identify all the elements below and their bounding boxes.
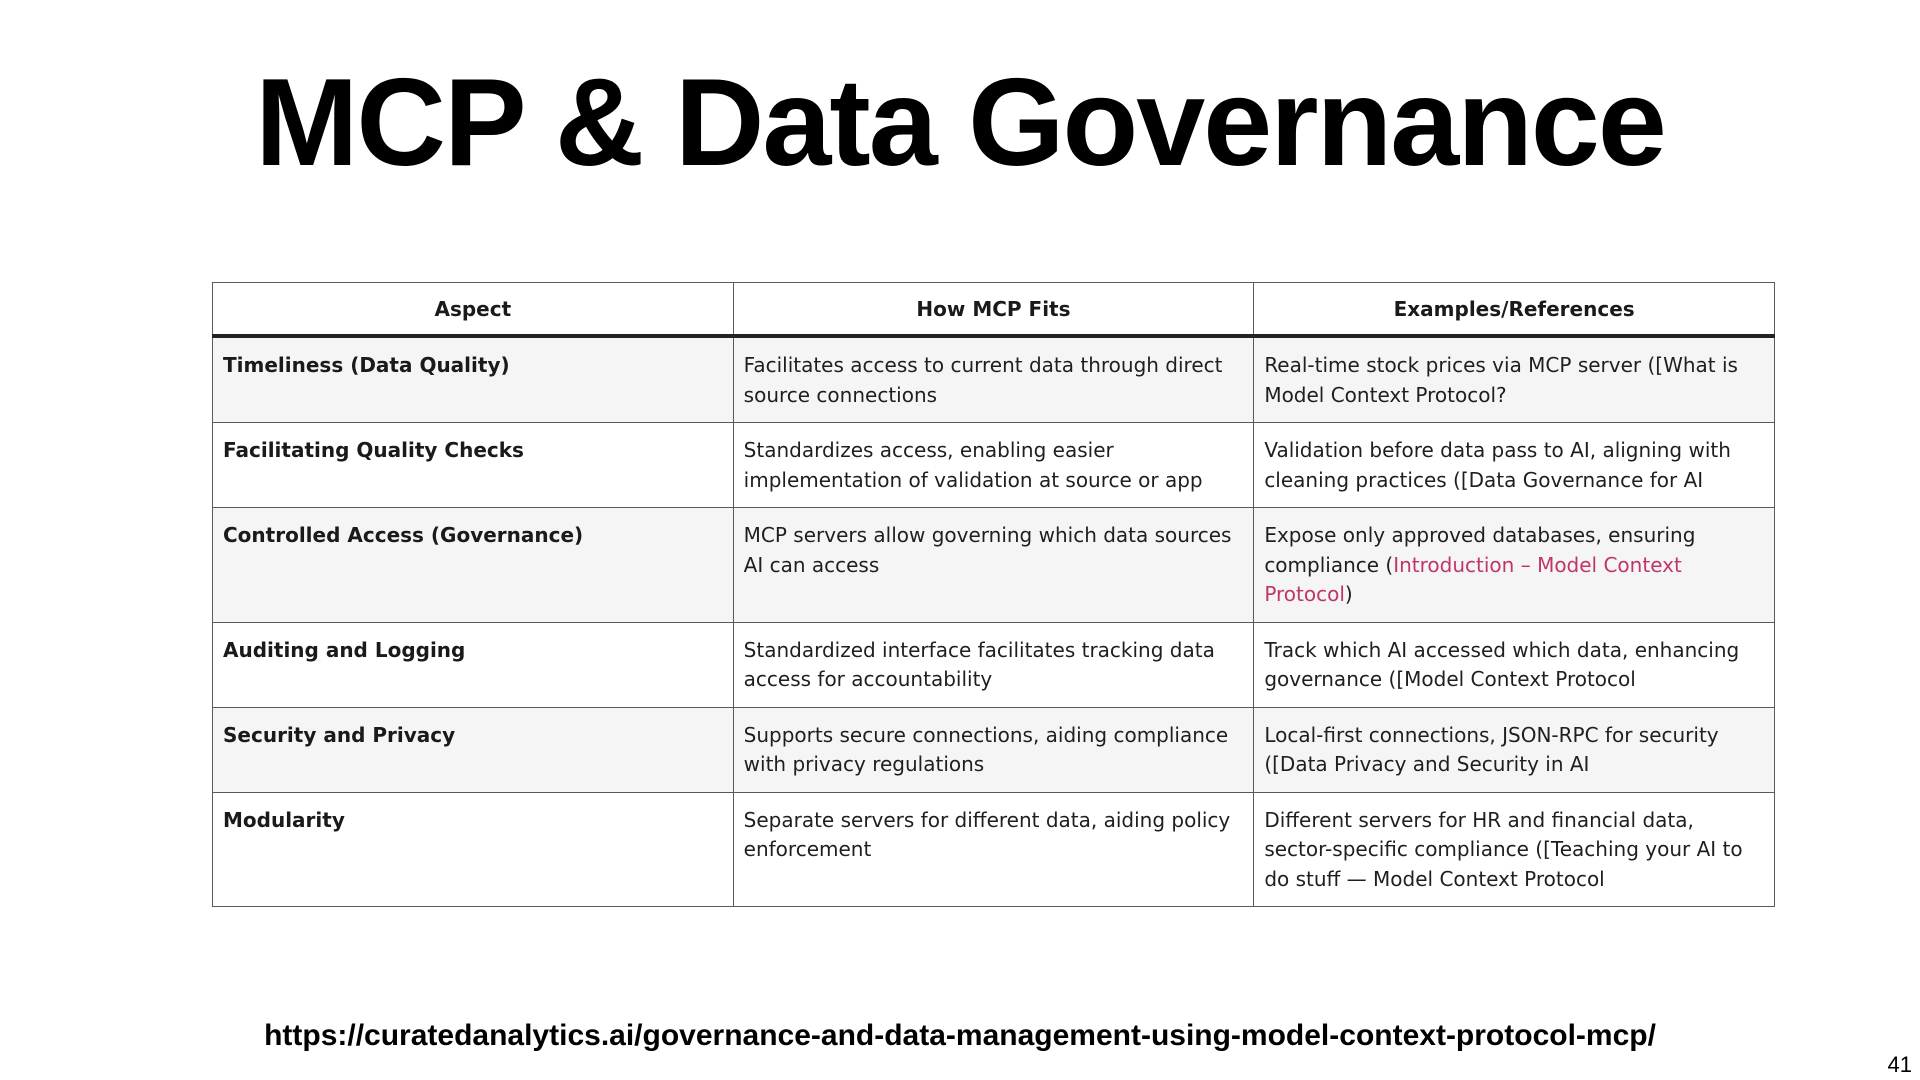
aspect-cell: Controlled Access (Governance) bbox=[213, 508, 734, 623]
aspect-cell: Modularity bbox=[213, 792, 734, 907]
example-cell: Track which AI accessed which data, enhancing governance ([Model Context Protocol bbox=[1254, 622, 1775, 707]
reference-link[interactable]: Introduction – Model Context Protocol bbox=[1264, 552, 1682, 606]
table-row bbox=[213, 622, 1775, 707]
table-row bbox=[213, 423, 1775, 508]
how-cell: Facilitates access to current data through direct source connections bbox=[733, 336, 1254, 423]
aspect-cell: Security and Privacy bbox=[213, 707, 734, 792]
example-text: Expose only approved databases, ensuring compliance ( bbox=[1264, 523, 1696, 577]
column-header-examples: Examples/References bbox=[1254, 283, 1775, 337]
source-url-link[interactable]: https://curatedanalytics.ai/governance-and-data-management-using-model-context-protocol-mcp/ bbox=[264, 1019, 1656, 1052]
example-cell: Real-time stock prices via MCP server ([What is Model Context Protocol? bbox=[1254, 336, 1775, 423]
example-cell: Validation before data pass to AI, aligning with cleaning practices ([Data Governance for AI bbox=[1254, 423, 1775, 508]
column-header-how-mcp-fits: How MCP Fits bbox=[733, 283, 1254, 337]
aspect-cell: Timeliness (Data Quality) bbox=[213, 336, 734, 423]
example-cell: Different servers for HR and financial data, sector-specific compliance ([Teaching your AI to do stuff — Model Context Protocol bbox=[1254, 792, 1775, 907]
aspect-cell: Auditing and Logging bbox=[213, 622, 734, 707]
how-cell: MCP servers allow governing which data sources AI can access bbox=[733, 508, 1254, 623]
example-text-suffix: ) bbox=[1344, 582, 1353, 606]
how-cell: Separate servers for different data, aiding policy enforcement bbox=[733, 792, 1254, 907]
table-row bbox=[213, 792, 1775, 907]
column-header-aspect: Aspect bbox=[213, 283, 734, 337]
example-cell: Local-first connections, JSON-RPC for security ([Data Privacy and Security in AI bbox=[1254, 707, 1775, 792]
how-cell: Standardized interface facilitates tracking data access for accountability bbox=[733, 622, 1254, 707]
page-number: 41 bbox=[1887, 1052, 1912, 1077]
slide-title: MCP & Data Governance bbox=[255, 54, 1665, 192]
table-header-row bbox=[213, 283, 1775, 337]
how-cell: Supports secure connections, aiding compliance with privacy regulations bbox=[733, 707, 1254, 792]
table-row bbox=[213, 508, 1775, 623]
example-cell bbox=[1254, 508, 1775, 623]
how-cell: Standardizes access, enabling easier implementation of validation at source or app bbox=[733, 423, 1254, 508]
table-row bbox=[213, 336, 1775, 423]
aspect-cell: Facilitating Quality Checks bbox=[213, 423, 734, 508]
table-row bbox=[213, 707, 1775, 792]
governance-table bbox=[212, 282, 1775, 907]
